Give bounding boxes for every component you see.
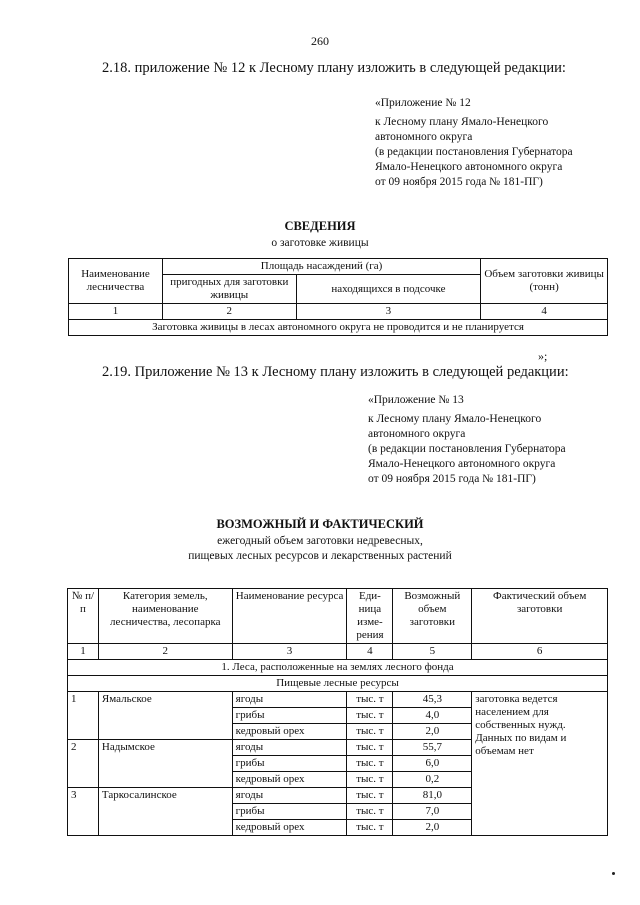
section-label: 1. Леса, расположенные на землях лесного фонда (68, 660, 608, 676)
attachment-12-line4: (в редакции постановления Губернатора (375, 146, 573, 158)
table-row (68, 692, 608, 708)
table-number-row (69, 304, 608, 320)
col-number: 4 (481, 304, 608, 320)
table-header-row (69, 259, 608, 275)
table-header-row (68, 589, 608, 644)
unit-cell: тыс. т (347, 692, 393, 708)
attachment-12-line2: к Лесному плану Ямало-Ненецкого (375, 116, 549, 128)
col-number: 1 (69, 304, 163, 320)
attachment-13-line6: от 09 ноября 2015 года № 181-ПГ) (368, 473, 536, 485)
possible-volume: 45,3 (393, 692, 472, 708)
possible-volume: 81,0 (393, 788, 472, 804)
unit-cell: тыс. т (347, 788, 393, 804)
attachment-12-line3: автономного округа (375, 131, 473, 143)
unit-cell: тыс. т (347, 708, 393, 724)
col-number: 4 (347, 644, 393, 660)
col-number: 2 (98, 644, 232, 660)
page-number: 260 (311, 34, 329, 48)
resources-table (67, 588, 608, 836)
table-13-title: ВОЗМОЖНЫЙ И ФАКТИЧЕСКИЙ (216, 517, 424, 531)
unit-cell: тыс. т (347, 756, 393, 772)
col-number: 3 (232, 644, 347, 660)
header-suitable: пригодных для заготовки живицы (162, 275, 296, 304)
col-number: 5 (393, 644, 472, 660)
possible-volume: 7,0 (393, 804, 472, 820)
resource-name: ягоды (232, 740, 347, 756)
header-actual-volume: Фактический объем заготовки (472, 589, 608, 644)
forestry-name: Ямальское (98, 692, 232, 740)
stray-mark (612, 872, 615, 875)
unit-cell: тыс. т (347, 804, 393, 820)
table-12-subtitle: о заготовке живицы (271, 237, 369, 249)
section-2-18-heading: 2.18. приложение № 12 к Лесному плану изложить в следующей редакции: (102, 60, 566, 76)
possible-volume: 55,7 (393, 740, 472, 756)
header-tapping: находящихся в подсочке (296, 275, 481, 304)
attachment-12-line5: Ямало-Ненецкого автономного округа (375, 161, 563, 173)
col-number: 6 (472, 644, 608, 660)
resource-name: грибы (232, 756, 347, 772)
possible-volume: 0,2 (393, 772, 472, 788)
actual-volume-note: заготовка ведется населением для собственных нужд. Данных по видам и объемам нет (472, 692, 608, 836)
attachment-13-line3: автономного округа (368, 428, 466, 440)
col-number: 1 (68, 644, 99, 660)
attachment-12-block (375, 96, 573, 190)
header-resource: Наименование ресурса (232, 589, 347, 644)
resource-name: ягоды (232, 692, 347, 708)
possible-volume: 2,0 (393, 820, 472, 836)
attachment-12-line6: от 09 ноября 2015 года № 181-ПГ) (375, 176, 543, 188)
header-unit: Еди-ница изме-рения (347, 589, 393, 644)
resin-table (68, 258, 608, 336)
table-12-title: СВЕДЕНИЯ (284, 219, 356, 233)
section-row (68, 660, 608, 676)
table-note-row (69, 320, 608, 336)
subsection-row (68, 676, 608, 692)
header-forestry: Наименование лесничества (69, 259, 163, 304)
possible-volume: 4,0 (393, 708, 472, 724)
header-number: № п/п (68, 589, 99, 644)
row-number: 2 (68, 740, 99, 788)
attachment-13-line4: (в редакции постановления Губернатора (368, 443, 566, 455)
section-2-19-heading: 2.19. Приложение № 13 к Лесному плану изложить в следующей редакции: (102, 364, 569, 380)
attachment-13-block (368, 393, 566, 487)
forestry-name: Надымское (98, 740, 232, 788)
possible-volume: 6,0 (393, 756, 472, 772)
table-13-subtitle-1: ежегодный объем заготовки недревесных, (217, 535, 423, 547)
resource-name: грибы (232, 804, 347, 820)
attachment-12-line1: «Приложение № 12 (375, 97, 471, 109)
resource-name: кедровый орех (232, 772, 347, 788)
header-possible-volume: Возможный объем заготовки (393, 589, 472, 644)
header-category: Категория земель, наименование лесничества, лесопарка (98, 589, 232, 644)
resource-name: грибы (232, 708, 347, 724)
header-area: Площадь насаждений (га) (162, 259, 480, 275)
attachment-13-line1: «Приложение № 13 (368, 394, 464, 406)
forestry-name: Таркосалинское (98, 788, 232, 836)
resource-name: кедровый орех (232, 724, 347, 740)
table-13-subtitle-2: пищевых лесных ресурсов и лекарственных растений (188, 550, 452, 562)
resource-name: кедровый орех (232, 820, 347, 836)
subsection-label: Пищевые лесные ресурсы (68, 676, 608, 692)
closing-quote: »; (538, 349, 548, 363)
possible-volume: 2,0 (393, 724, 472, 740)
table-note: Заготовка живицы в лесах автономного округа не проводится и не планируется (69, 320, 608, 336)
col-number: 2 (162, 304, 296, 320)
col-number: 3 (296, 304, 481, 320)
attachment-13-line2: к Лесному плану Ямало-Ненецкого (368, 413, 542, 425)
attachment-13-line5: Ямало-Ненецкого автономного округа (368, 458, 556, 470)
unit-cell: тыс. т (347, 724, 393, 740)
unit-cell: тыс. т (347, 772, 393, 788)
resource-name: ягоды (232, 788, 347, 804)
header-volume: Объем заготовки живицы (тонн) (481, 259, 608, 304)
row-number: 1 (68, 692, 99, 740)
unit-cell: тыс. т (347, 740, 393, 756)
row-number: 3 (68, 788, 99, 836)
unit-cell: тыс. т (347, 820, 393, 836)
table-number-row (68, 644, 608, 660)
